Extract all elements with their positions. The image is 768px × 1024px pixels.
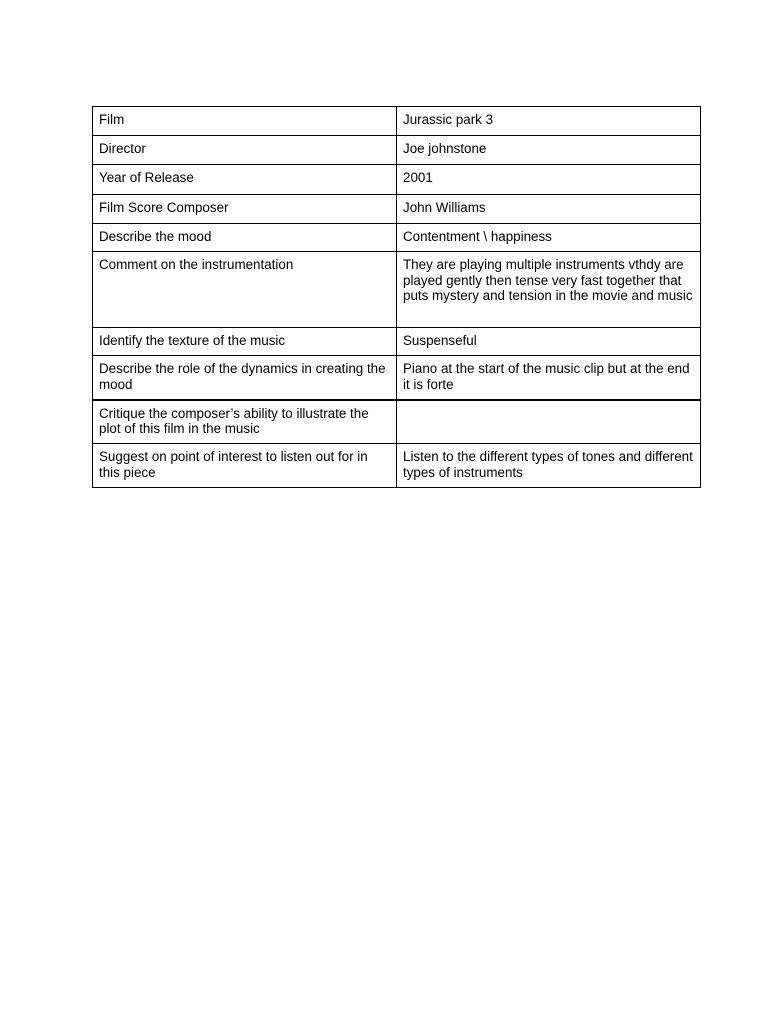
row-label: Year of Release	[93, 165, 397, 195]
table-row-dynamics	[93, 356, 701, 400]
table-row-composer	[93, 195, 701, 224]
row-value: Jurassic park 3	[397, 107, 701, 136]
row-label: Critique the composer’s ability to illustrate the plot of this film in the music	[93, 400, 397, 444]
row-value: Piano at the start of the music clip but at the end it is forte	[397, 356, 701, 400]
film-review-table	[92, 106, 701, 488]
row-label: Comment on the instrumentation	[93, 252, 397, 328]
row-label: Suggest on point of interest to listen out for in this piece	[93, 444, 397, 488]
row-value	[397, 400, 701, 444]
table-row-texture	[93, 328, 701, 356]
row-label: Describe the mood	[93, 224, 397, 252]
table-row-point-of-interest	[93, 444, 701, 488]
row-value: 2001	[397, 165, 701, 195]
row-value: Contentment \ happiness	[397, 224, 701, 252]
table-row-instrumentation	[93, 252, 701, 328]
row-value: Joe johnstone	[397, 136, 701, 165]
row-label: Film Score Composer	[93, 195, 397, 224]
table-row-mood	[93, 224, 701, 252]
row-value: Suspenseful	[397, 328, 701, 356]
row-label: Identify the texture of the music	[93, 328, 397, 356]
row-label: Film	[93, 107, 397, 136]
row-value: They are playing multiple instruments vthdy are played gently then tense very fast together that puts mystery and tension in the movie and music	[397, 252, 701, 328]
table-row-director	[93, 136, 701, 165]
table-row-film	[93, 107, 701, 136]
table-row-critique	[93, 400, 701, 444]
row-value: Listen to the different types of tones and different types of instruments	[397, 444, 701, 488]
table-row-year-of-release	[93, 165, 701, 195]
row-value: John Williams	[397, 195, 701, 224]
row-label: Director	[93, 136, 397, 165]
row-label: Describe the role of the dynamics in creating the mood	[93, 356, 397, 400]
